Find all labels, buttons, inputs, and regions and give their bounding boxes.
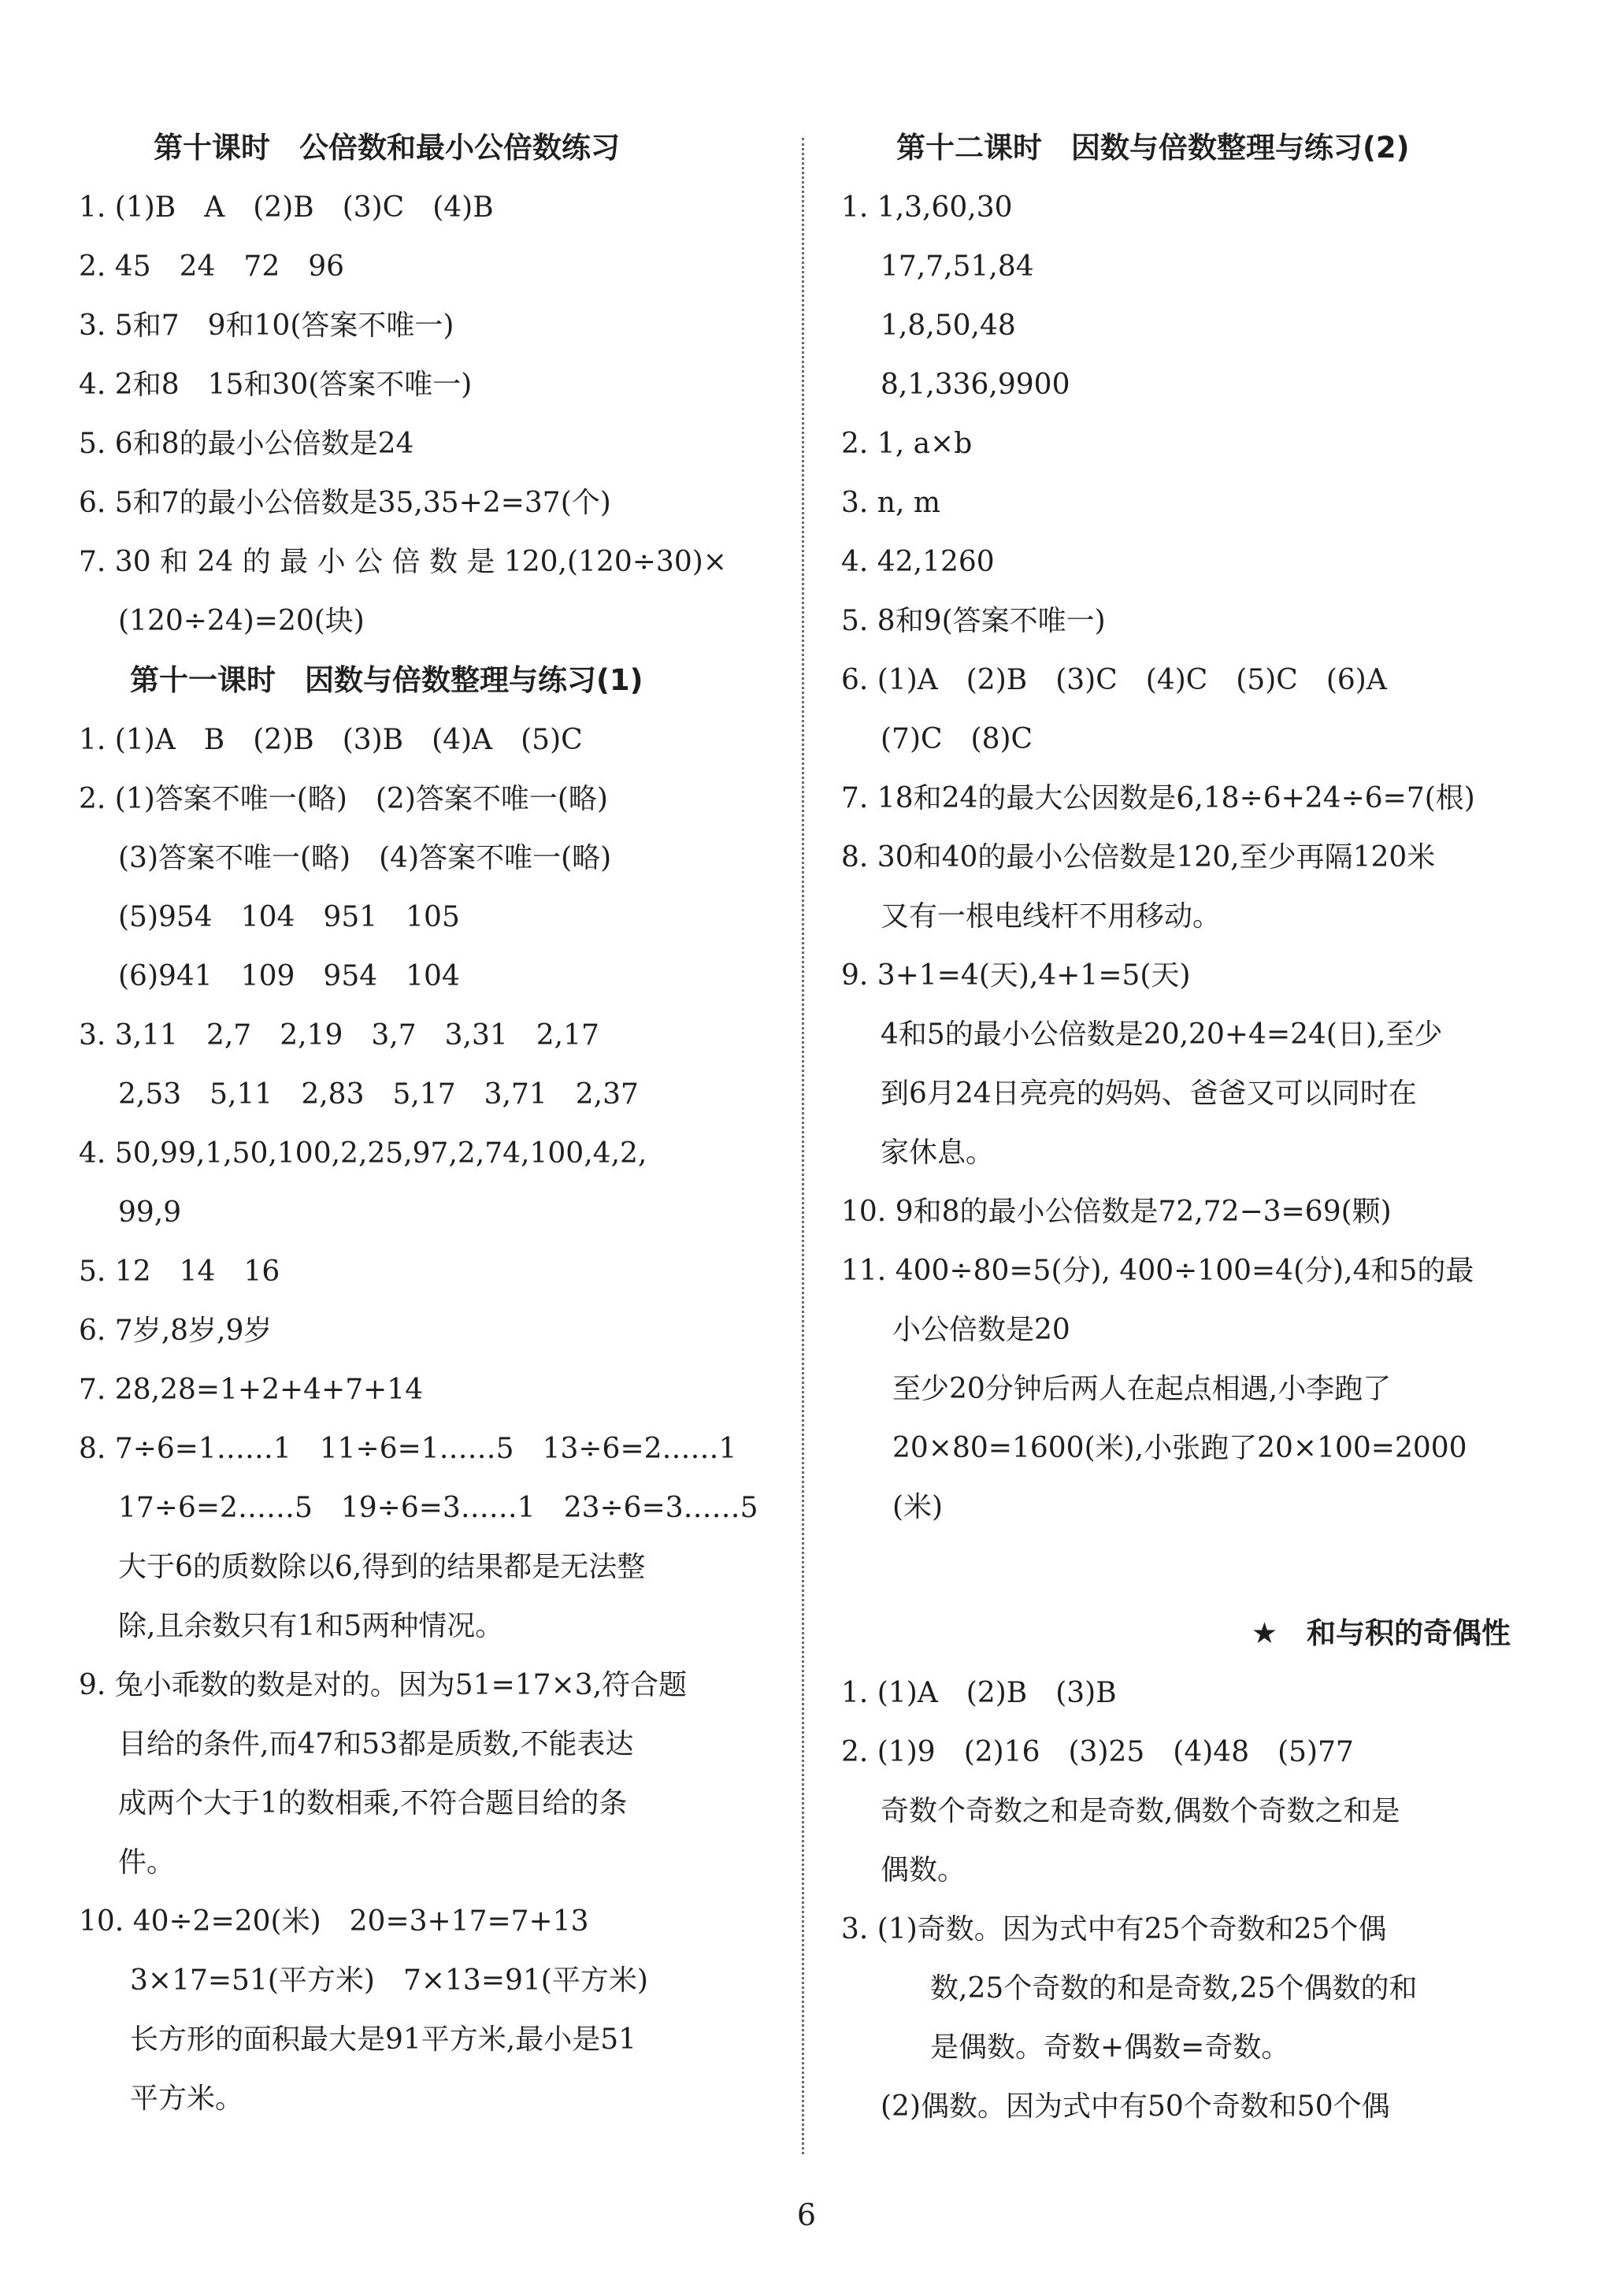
answer-line-continued: 成两个大于1的数相乘,不符合题目给的条	[118, 1787, 628, 1819]
answer-line-continued: 小公倍数是20	[892, 1314, 1070, 1346]
answer-line: 7. 30 和 24 的 最 小 公 倍 数 是 120,(120÷30)×	[79, 546, 727, 578]
answer-line-continued: 2,53 5,11 2,83 5,17 3,71 2,37	[118, 1078, 639, 1111]
answer-line: 4. 2和8 15和30(答案不唯一)	[79, 369, 473, 401]
answer-line: 11. 400÷80=5(分), 400÷100=4(分),4和5的最	[841, 1255, 1474, 1287]
answer-line: 8. 30和40的最小公倍数是120,至少再隔120米	[841, 841, 1436, 874]
answer-line: 7. 28,28=1+2+4+7+14	[79, 1374, 424, 1406]
answer-line-continued: (2)偶数。因为式中有50个奇数和50个偶	[881, 2090, 1390, 2123]
answer-line: 4. 50,99,1,50,100,2,25,97,2,74,100,4,2,	[79, 1137, 647, 1170]
answer-line-continued: (6)941 109 954 104	[118, 960, 460, 992]
answer-line-continued: 件。	[118, 1846, 176, 1879]
answer-line-continued: 长方形的面积最大是91平方米,最小是51	[130, 2023, 637, 2056]
answer-line-continued: 4和5的最小公倍数是20,20+4=24(日),至少	[881, 1018, 1443, 1051]
section-title-lesson-10: 第十课时 公倍数和最小公倍数练习	[154, 131, 620, 165]
answer-line-continued: 8,1,336,9900	[881, 369, 1070, 401]
answer-line: 1. (1)A B (2)B (3)B (4)A (5)C	[79, 724, 583, 756]
answer-line: 6. 5和7的最小公倍数是35,35+2=37(个)	[79, 487, 611, 519]
answer-line: 2. 45 24 72 96	[79, 250, 345, 283]
answer-line-continued: 大于6的质数除以6,得到的结果都是无法整	[118, 1551, 646, 1583]
answer-line: 1. 1,3,60,30	[841, 191, 1013, 224]
section-title-lesson-12: 第十二课时 因数与倍数整理与练习(2)	[896, 131, 1410, 165]
answer-line: 2. 1, a×b	[841, 428, 973, 460]
answer-line-continued: (7)C (8)C	[881, 723, 1033, 755]
answer-line: 10. 40÷2=20(米) 20=3+17=7+13	[79, 1905, 589, 1938]
answer-line-continued: 家休息。	[881, 1137, 995, 1169]
answer-line: 5. 12 14 16	[79, 1256, 280, 1288]
answer-line: 4. 42,1260	[841, 546, 995, 578]
answer-line-continued: 是偶数。奇数+偶数=奇数。	[930, 2031, 1290, 2064]
answer-line: 7. 18和24的最大公因数是6,18÷6+24÷6=7(根)	[841, 782, 1475, 814]
answer-line-continued: 到6月24日亮亮的妈妈、爸爸又可以同时在	[881, 1078, 1417, 1110]
answer-line-continued: 17,7,51,84	[881, 250, 1034, 283]
answer-line-continued: (5)954 104 951 105	[118, 901, 460, 933]
answer-line-continued: 20×80=1600(米),小张跑了20×100=2000	[892, 1432, 1467, 1464]
answer-line-continued: 奇数个奇数之和是奇数,偶数个奇数之和是	[881, 1795, 1400, 1827]
answer-line-continued: 数,25个奇数的和是奇数,25个偶数的和	[930, 1972, 1418, 2005]
answer-line: 10. 9和8的最小公倍数是72,72−3=69(颗)	[841, 1196, 1392, 1228]
answer-line-continued: 3×17=51(平方米) 7×13=91(平方米)	[130, 1964, 648, 1997]
answer-line-continued: 17÷6=2……5 19÷6=3……1 23÷6=3……5	[118, 1492, 758, 1524]
section-spacer	[841, 1537, 1534, 1604]
answer-line: 3. 5和7 9和10(答案不唯一)	[79, 310, 454, 342]
answer-line-continued: (3)答案不唯一(略) (4)答案不唯一(略)	[118, 842, 612, 874]
answer-line-continued: 偶数。	[881, 1854, 966, 1886]
answer-line: 6. 7岁,8岁,9岁	[79, 1315, 273, 1347]
answer-line: 6. (1)A (2)B (3)C (4)C (5)C (6)A	[841, 664, 1387, 696]
answer-line: 9. 兔小乖数的数是对的。因为51=17×3,符合题	[79, 1669, 688, 1701]
answer-line: 5. 8和9(答案不唯一)	[841, 605, 1106, 637]
answer-line: 8. 7÷6=1……1 11÷6=1……5 13÷6=2……1	[79, 1433, 737, 1465]
right-column	[841, 118, 1534, 2136]
section-title-lesson-11: 第十一课时 因数与倍数整理与练习(1)	[130, 663, 643, 697]
answer-line-continued: 1,8,50,48	[881, 310, 1016, 342]
answer-line: 5. 6和8的最小公倍数是24	[79, 428, 414, 460]
answer-line-continued: (120÷24)=20(块)	[118, 605, 365, 637]
answer-line-continued: 除,且余数只有1和5两种情况。	[118, 1610, 504, 1642]
page-number: 6	[796, 2198, 817, 2232]
answer-line-continued: 平方米。	[130, 2083, 244, 2115]
answer-line: 1. (1)A (2)B (3)B	[841, 1677, 1117, 1709]
answer-line: 3. (1)奇数。因为式中有25个奇数和25个偶	[841, 1913, 1387, 1945]
answer-line: 3. 3,11 2,7 2,19 3,7 3,31 2,17	[79, 1019, 599, 1052]
column-divider	[802, 138, 804, 2154]
left-column	[79, 118, 780, 2128]
answer-line-continued: 又有一根电线杆不用移动。	[881, 900, 1222, 933]
answer-line: 9. 3+1=4(天),4+1=5(天)	[841, 959, 1191, 992]
answer-line-continued: 99,9	[118, 1196, 182, 1229]
answer-line: 1. (1)B A (2)B (3)C (4)B	[79, 191, 494, 224]
section-title-parity: ★ 和与积的奇偶性	[1251, 1616, 1511, 1650]
answer-line-continued: (米)	[892, 1491, 944, 1523]
answer-line: 2. (1)9 (2)16 (3)25 (4)48 (5)77	[841, 1736, 1354, 1768]
answer-line: 3. n, m	[841, 487, 940, 519]
answer-line-continued: 目给的条件,而47和53都是质数,不能表达	[118, 1728, 634, 1760]
answer-line-continued: 至少20分钟后两人在起点相遇,小李跑了	[892, 1373, 1392, 1405]
answer-line: 2. (1)答案不唯一(略) (2)答案不唯一(略)	[79, 783, 608, 815]
